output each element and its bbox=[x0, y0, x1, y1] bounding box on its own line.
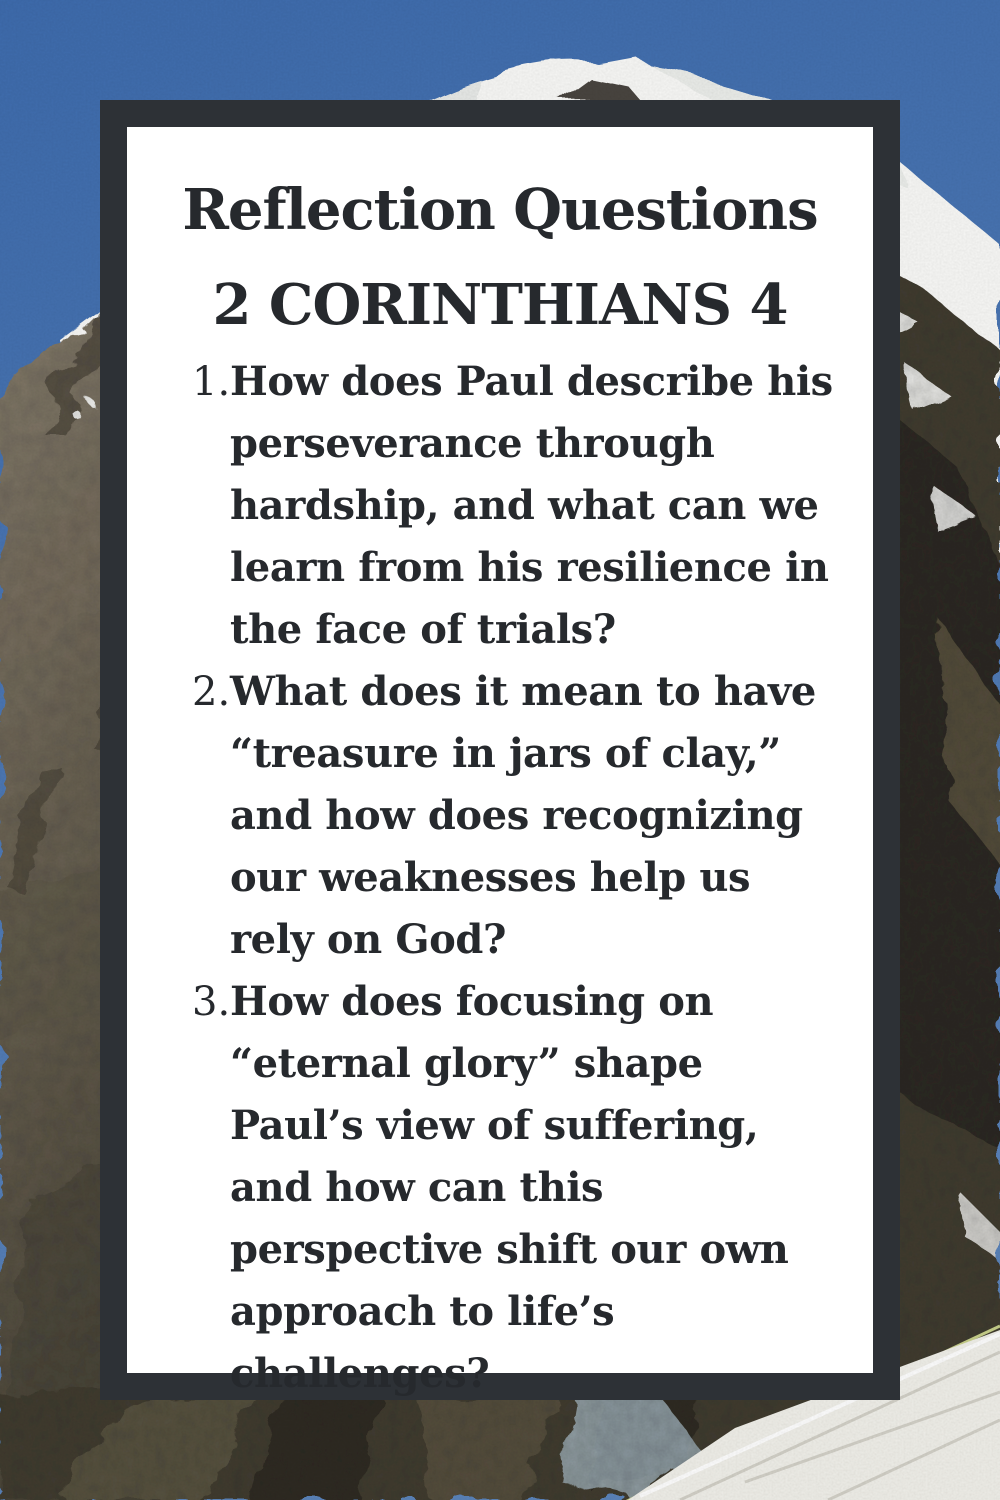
question-item-2: What does it mean to have “treasure in jars of clay,” and how does recognizing our weaknesses help us rely on God? bbox=[230, 668, 816, 963]
question-item-3: How does focusing on “eternal glory” shape Paul’s view of suffering, and how can this perspective shift our own approach to life’s challenges? bbox=[230, 978, 789, 1397]
card-inner bbox=[127, 127, 873, 1397]
title-line-1: Reflection Questions bbox=[182, 177, 818, 243]
questions-list bbox=[155, 351, 845, 1405]
title-line-2: 2 CORINTHIANS 4 bbox=[212, 272, 788, 338]
reflection-card bbox=[100, 100, 900, 1400]
card-title bbox=[155, 163, 845, 353]
question-item-1: How does Paul describe his perseverance through hardship, and what can we learn from his resilience in the face of trials? bbox=[230, 358, 833, 653]
